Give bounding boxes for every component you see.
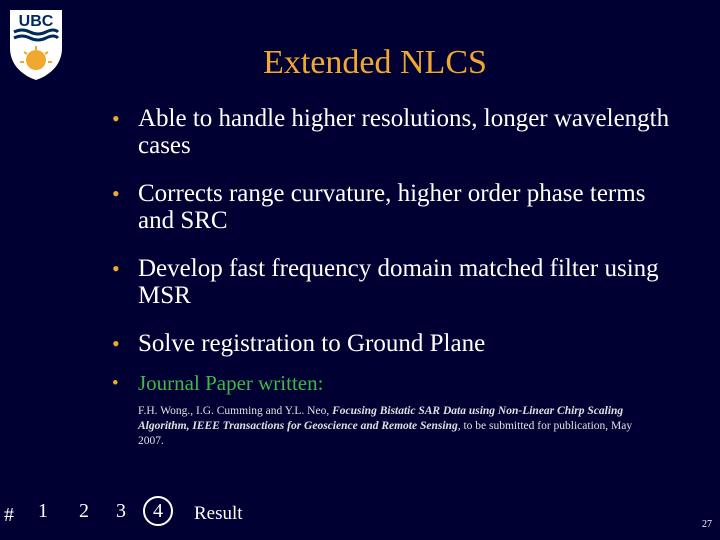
bullet-text: Able to handle higher resolutions, longer wavelength cases	[138, 105, 670, 159]
nav-link-3[interactable]: 3	[116, 500, 126, 522]
reference-authors: F.H. Wong., I.G. Cumming and Y.L. Neo,	[138, 405, 333, 417]
nav-link-2[interactable]: 2	[79, 500, 89, 522]
bullet-dot-icon: •	[112, 331, 120, 356]
reference-citation	[138, 404, 658, 449]
bullet-item	[112, 255, 672, 309]
bullet-text: Develop fast frequency domain matched filter using MSR	[138, 255, 659, 309]
bullet-item	[112, 180, 672, 234]
bullet-item	[112, 105, 672, 159]
nav-link-result[interactable]: Result	[194, 503, 243, 524]
logo-text: UBC	[18, 13, 54, 30]
bullet-text: Journal Paper written:	[138, 371, 324, 395]
bullet-dot-icon: •	[112, 181, 120, 206]
slide-title: Extended NLCS	[263, 44, 487, 81]
bullet-dot-icon: •	[112, 373, 119, 394]
bullet-text: Solve registration to Ground Plane	[138, 330, 486, 357]
bullet-item-journal	[112, 370, 672, 397]
page-number: 27	[702, 519, 712, 530]
bullet-text: Corrects range curvature, higher order phase terms and SRC	[138, 180, 646, 234]
bullet-dot-icon: •	[112, 256, 120, 281]
reference-title: Focusing Bistatic SAR Data using Non-Linear Chirp Scaling Algorithm, IEEE Transactions for Geoscience and Remote Sensing	[138, 405, 624, 432]
nav-hash-link[interactable]: #	[4, 504, 14, 526]
nav-link-4-active[interactable]: 4	[143, 496, 173, 526]
nav-link-1[interactable]: 1	[38, 500, 48, 522]
bullet-item	[112, 330, 672, 357]
bullet-dot-icon: •	[112, 106, 120, 131]
reference-status: , to be submitted for publication, May 2007.	[138, 420, 633, 447]
